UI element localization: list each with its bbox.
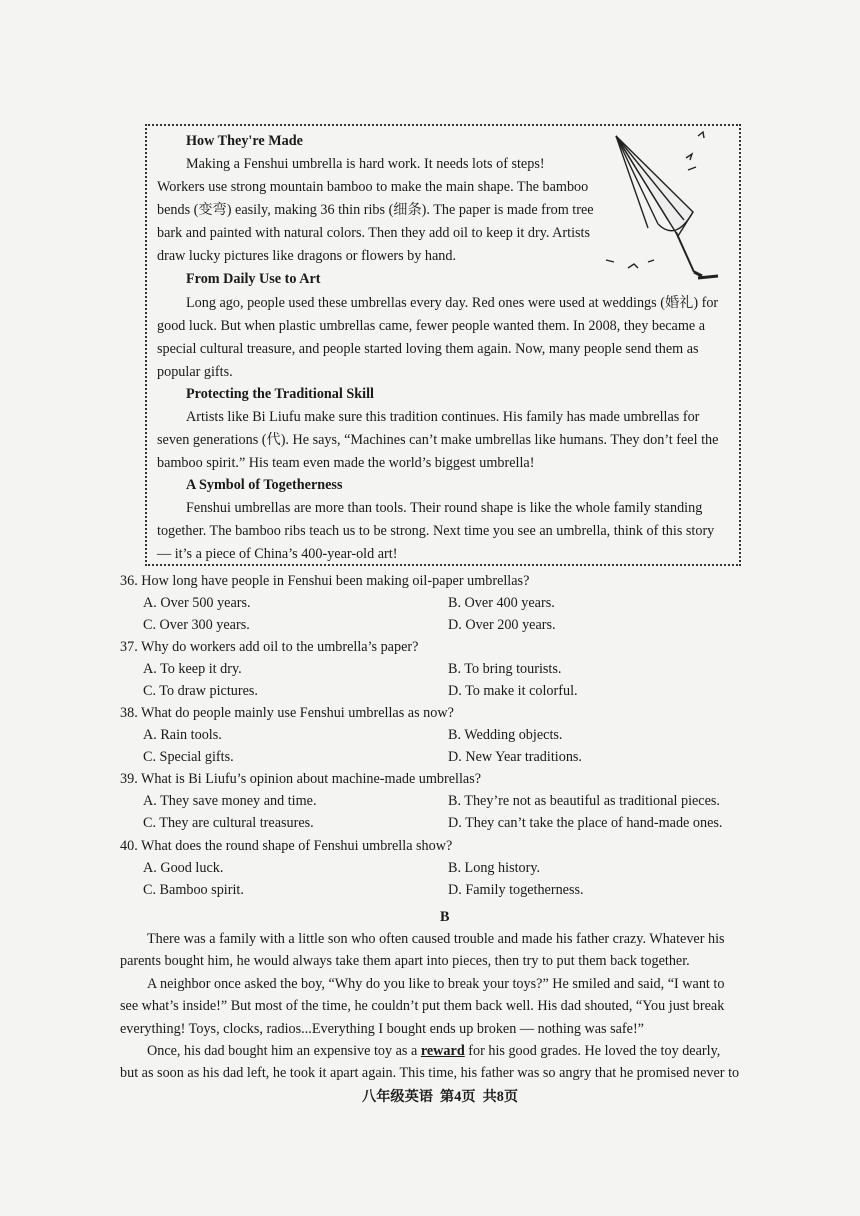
passage-line: seven generations (代). He says, “Machines can’t make umbrellas like humans. They don’t feel the [157, 432, 719, 448]
passage-line: together. The bamboo ribs teach us to be strong. Next time you see an umbrella, think of this story [157, 523, 715, 539]
passage-line: — it’s a piece of China’s 400-year-old art! [157, 546, 398, 562]
passage-b-line: There was a family with a little son who often caused trouble and made his father crazy. Whatever his [147, 931, 725, 947]
option-36-b[interactable]: B. Over 400 years. [448, 595, 555, 611]
passage-b-line: see what’s inside!” But most of the time, he couldn’t put them back well. His dad shouted, “You just break [120, 998, 725, 1014]
option-40-d[interactable]: D. Family togetherness. [448, 882, 584, 898]
text-segment: Once, his dad bought him an expensive toy as a [147, 1043, 421, 1059]
heading-togetherness: A Symbol of Togetherness [186, 477, 343, 493]
option-40-b[interactable]: B. Long history. [448, 860, 541, 876]
option-39-c[interactable]: C. They are cultural treasures. [143, 815, 314, 831]
heading-protecting: Protecting the Traditional Skill [186, 386, 374, 402]
option-40-c[interactable]: C. Bamboo spirit. [143, 882, 244, 898]
section-b-heading: B [440, 909, 450, 925]
heading-how-made: How They're Made [186, 133, 303, 149]
passage-line: draw lucky pictures like dragons or flowers by hand. [157, 248, 457, 264]
question-38: 38. What do people mainly use Fenshui umbrellas as now? [120, 705, 454, 721]
option-38-c[interactable]: C. Special gifts. [143, 749, 234, 765]
underlined-word-reward: reward [420, 1043, 465, 1059]
passage-b-line: A neighbor once asked the boy, “Why do you like to break your toys?” He smiled and said, “I want to [147, 976, 725, 992]
heading-daily-use: From Daily Use to Art [186, 271, 321, 287]
umbrella-illustration [598, 124, 740, 284]
option-36-d[interactable]: D. Over 200 years. [448, 617, 556, 633]
passage-b-line: parents bought him, he would always take them apart into pieces, then try to put them back together. [120, 953, 690, 969]
passage-line: Workers use strong mountain bamboo to make the main shape. The bamboo [157, 179, 589, 195]
text-segment: for his good grades. He loved the toy dearly, [464, 1043, 721, 1059]
question-39: 39. What is Bi Liufu’s opinion about machine-made umbrellas? [120, 771, 482, 787]
option-37-a[interactable]: A. To keep it dry. [143, 661, 242, 677]
question-37: 37. Why do workers add oil to the umbrella’s paper? [120, 639, 419, 655]
passage-line: Fenshui umbrellas are more than tools. Their round shape is like the whole family standing [186, 500, 703, 516]
option-38-d[interactable]: D. New Year traditions. [448, 749, 582, 765]
option-38-b[interactable]: B. Wedding objects. [448, 727, 563, 743]
option-36-a[interactable]: A. Over 500 years. [143, 595, 251, 611]
option-36-c[interactable]: C. Over 300 years. [143, 617, 250, 633]
passage-line: bamboo spirit.” His team even made the world’s biggest umbrella! [157, 455, 535, 471]
option-39-a[interactable]: A. They save money and time. [143, 793, 317, 809]
passage-b-line [147, 1040, 720, 1062]
option-40-a[interactable]: A. Good luck. [143, 860, 224, 876]
question-36: 36. How long have people in Fenshui been making oil-paper umbrellas? [120, 573, 530, 589]
passage-line: Making a Fenshui umbrella is hard work. It needs lots of steps! [186, 156, 545, 172]
option-37-c[interactable]: C. To draw pictures. [143, 683, 258, 699]
passage-b-line: everything! Toys, clocks, radios...Everything I bought ends up broken — nothing was safe!” [120, 1021, 644, 1037]
passage-line: bark and painted with natural colors. Then they add oil to keep it dry. Artists [157, 225, 591, 241]
passage-line: popular gifts. [157, 364, 233, 380]
passage-line: Artists like Bi Liufu make sure this tradition continues. His family has made umbrellas for [186, 409, 700, 425]
option-39-d[interactable]: D. They can’t take the place of hand-made ones. [448, 815, 723, 831]
option-37-d[interactable]: D. To make it colorful. [448, 683, 578, 699]
question-40: 40. What does the round shape of Fenshui umbrella show? [120, 838, 453, 854]
page-footer: 八年级英语 第4页 共8页 [362, 1089, 519, 1105]
passage-line: special cultural treasure, and people started loving them again. Now, many people send them as [157, 341, 699, 357]
option-38-a[interactable]: A. Rain tools. [143, 727, 222, 743]
passage-line: bends (变弯) easily, making 36 thin ribs (细条). The paper is made from tree [157, 202, 594, 218]
passage-b-line: but as soon as his dad left, he took it apart again. This time, his father was so angry that he promised never to [120, 1065, 740, 1081]
option-37-b[interactable]: B. To bring tourists. [448, 661, 562, 677]
option-39-b[interactable]: B. They’re not as beautiful as traditional pieces. [448, 793, 720, 809]
passage-line: Long ago, people used these umbrellas every day. Red ones were used at weddings (婚礼) for [186, 295, 719, 311]
passage-line: good luck. But when plastic umbrellas came, fewer people wanted them. In 2008, they became a [157, 318, 706, 334]
